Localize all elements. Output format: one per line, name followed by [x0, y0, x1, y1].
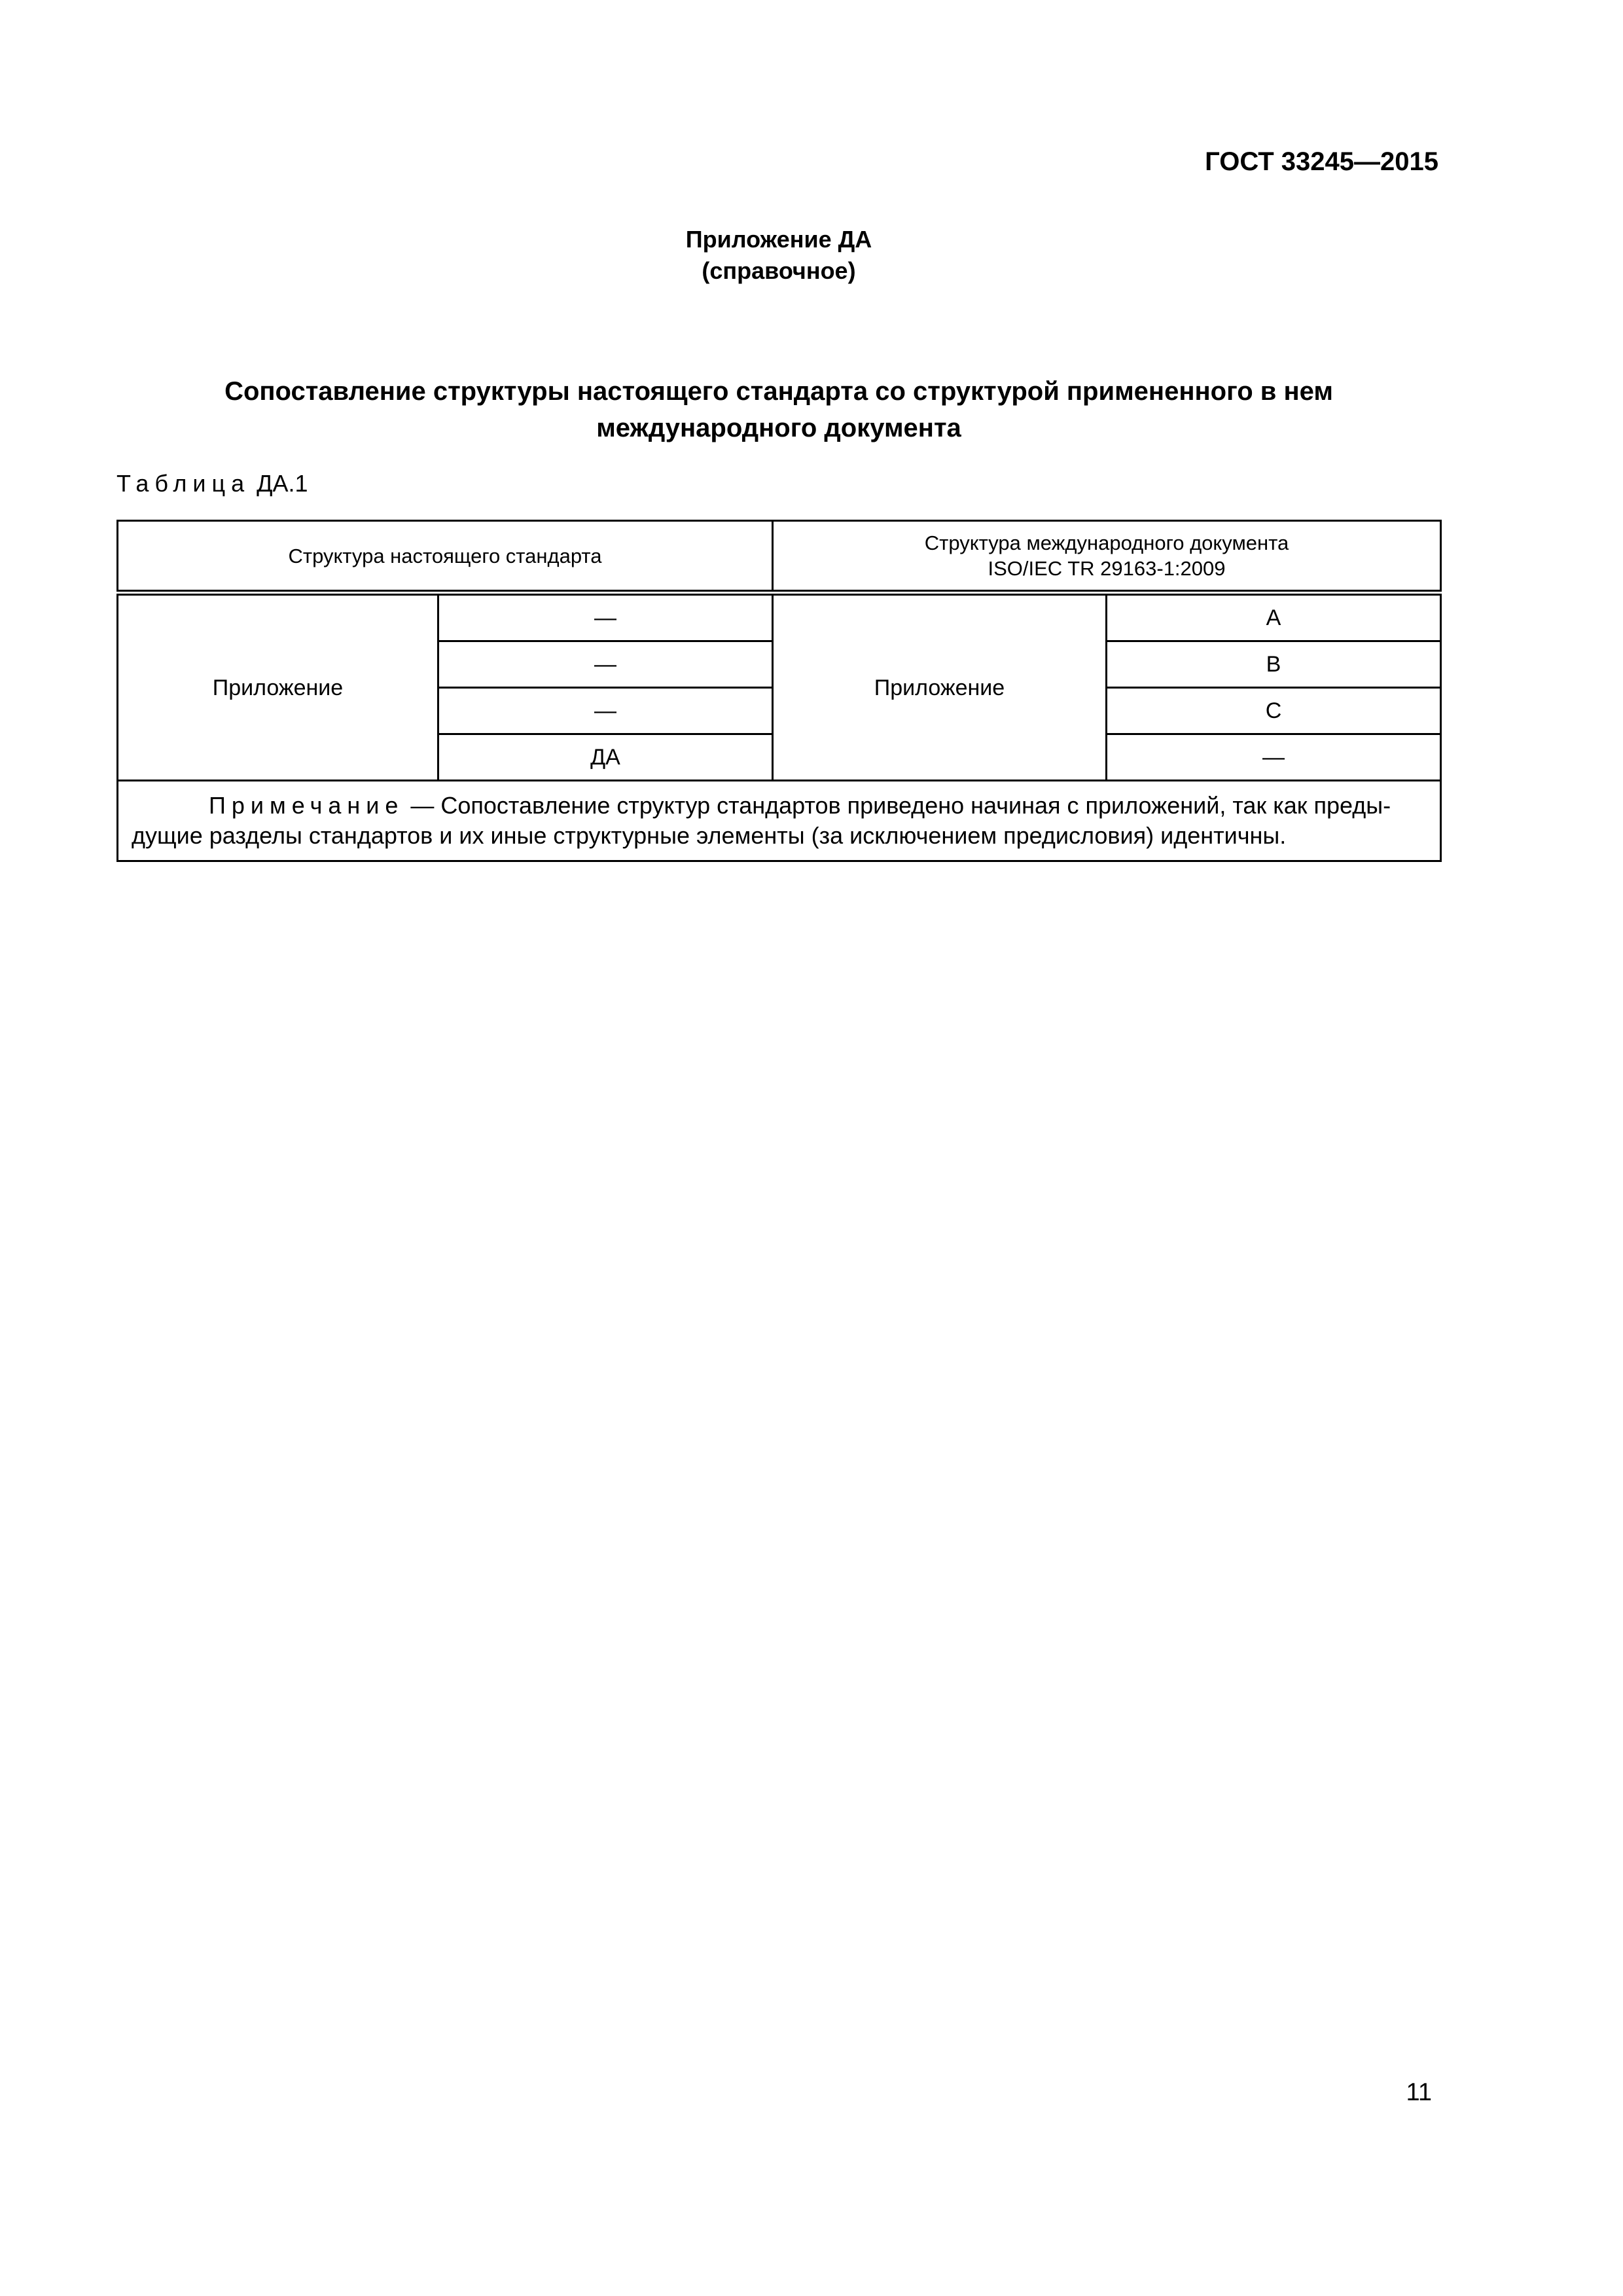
- appendix-title: Приложение ДА: [685, 226, 872, 253]
- left-cell: —: [438, 593, 773, 641]
- document-title: [0, 373, 1558, 446]
- appendix-subtitle: (справочное): [702, 257, 856, 284]
- left-cell: —: [438, 688, 773, 734]
- table-caption-id: ДА.1: [257, 470, 308, 497]
- right-cell: —: [1107, 734, 1441, 781]
- header-international-doc-line1: Структура международного документа: [924, 531, 1289, 554]
- header-this-standard: Структура настоящего стандарта: [118, 521, 773, 593]
- right-cell: A: [1107, 593, 1441, 641]
- note-text-line2: дущие разделы стандартов и их иные структурные элементы (за исключением предисловия) идентичны.: [132, 822, 1287, 849]
- table-header-row: [118, 521, 1441, 593]
- right-cell: B: [1107, 641, 1441, 688]
- table-caption-prefix: Таблица: [116, 470, 251, 497]
- header-international-doc: [773, 521, 1441, 593]
- table-row: [118, 593, 1441, 641]
- comparison-table: [116, 520, 1442, 862]
- header-international-doc-line2: ISO/IEC TR 29163-1:2009: [988, 557, 1226, 580]
- right-group-label: Приложение: [773, 593, 1107, 781]
- table-note-row: [118, 781, 1441, 861]
- page-number: 11: [1406, 2079, 1432, 2106]
- appendix-heading: [0, 224, 1558, 287]
- document-title-line2: международного документа: [596, 414, 961, 442]
- table-note: [118, 781, 1441, 861]
- document-title-line1: Сопоставление структуры настоящего стандарта со структурой примененного в нем: [224, 377, 1333, 406]
- left-cell: —: [438, 641, 773, 688]
- left-group-label: Приложение: [118, 593, 438, 781]
- left-cell: ДА: [438, 734, 773, 781]
- note-label: Примечание: [209, 792, 404, 819]
- gost-number: ГОСТ 33245—2015: [1205, 147, 1438, 176]
- note-text-line1: — Сопоставление структур стандартов приведено начиная с приложений, так как преды-: [404, 792, 1391, 819]
- right-cell: C: [1107, 688, 1441, 734]
- table-caption: [116, 470, 308, 497]
